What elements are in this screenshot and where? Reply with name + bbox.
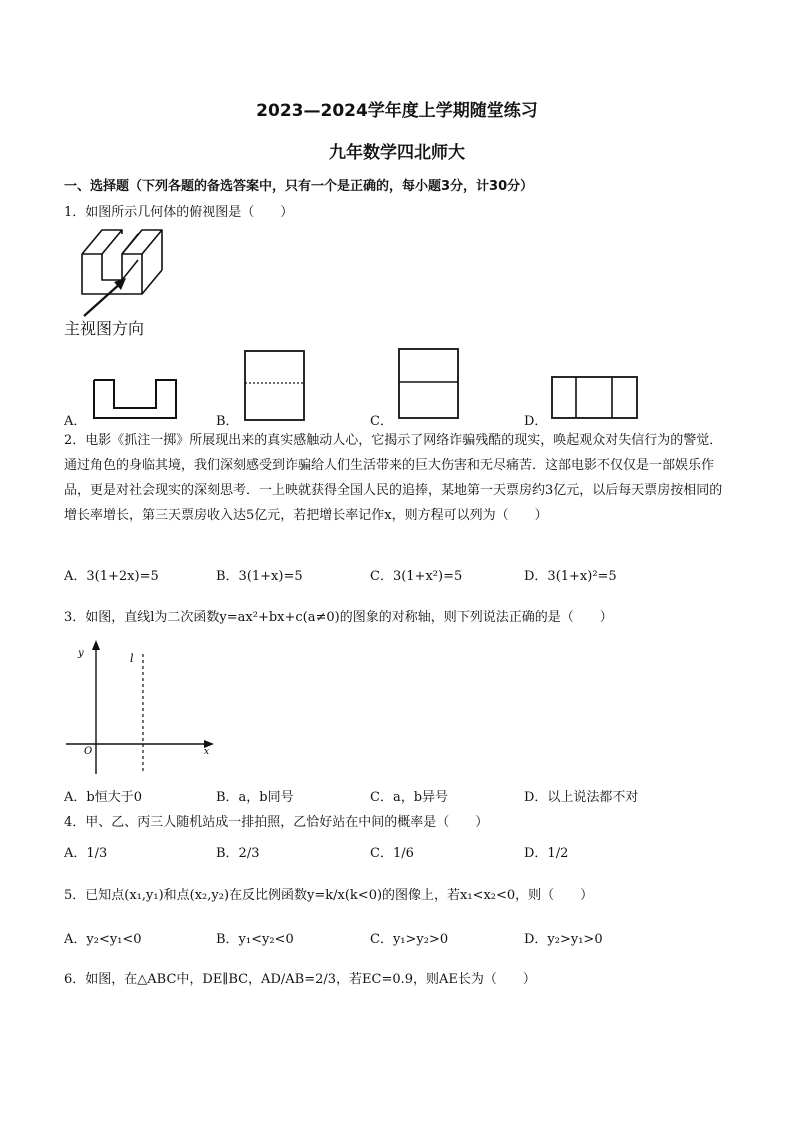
q3-graph: [64, 640, 214, 780]
q1-option-d-label[interactable]: D．: [524, 414, 548, 429]
q1-option-a-figure[interactable]: [92, 378, 178, 420]
view-direction-label: 主视图方向: [64, 319, 145, 338]
solid-figure: [78, 224, 198, 324]
q4-option-d[interactable]: D．1/2: [524, 846, 569, 861]
question-2-stem: 2．电影《抓注一掷》所展现出来的真实感触动人心，它揭示了网络诈骗残酷的现实，唤起观众对失信行为的警觉．通过角色的身临其境，我们深刻感受到诈骗给人们生活带来的巨大伤害和无尽痛苦．这部电影不仅仅是一部娱乐作品，更是对社会现实的深刻思考．一上映就获得全国人民的追捧，某地第一天票房约3亿元，以后每天票房按相同的增长率增长，第三天票房收入达5亿元，若把增长率记作x，则方程可以列为（ ）: [64, 433, 723, 523]
question-1-stem: 1．如图所示几何体的俯视图是（ ）: [64, 205, 294, 220]
q3-option-d[interactable]: D．以上说法都不对: [524, 790, 639, 805]
q4-option-b[interactable]: B．2/3: [216, 846, 260, 861]
q2-option-d[interactable]: D．3(1+x)²=5: [524, 569, 617, 584]
q4-option-c[interactable]: C．1/6: [370, 846, 414, 861]
q5-option-a[interactable]: A．y₂<y₁<0: [64, 932, 142, 947]
page-subtitle: 九年数学四北师大: [329, 143, 465, 163]
question-5-stem: 5．已知点(x₁,y₁)和点(x₂,y₂)在反比例函数y=k/x(k<0)的图像上，若x₁<x₂<0，则（ ）: [64, 888, 594, 903]
q3-option-a[interactable]: A．b恒大于0: [64, 790, 142, 805]
page-title: 2023—2024学年度上学期随堂练习: [256, 101, 538, 121]
q1-option-b-figure[interactable]: [244, 350, 306, 422]
q4-option-a[interactable]: A．1/3: [64, 846, 108, 861]
q3-option-b[interactable]: B．a，b同号: [216, 790, 294, 805]
q1-option-a-label[interactable]: A．: [64, 414, 87, 429]
section-heading: 一、选择题（下列各题的备选答案中，只有一个是正确的，每小题3分，计30分）: [64, 179, 534, 194]
graph-x-label: x: [204, 747, 210, 757]
question-6-stem: 6．如图，在△ABC中，DE∥BC，AD/AB=2/3，若EC=0.9，则AE长为（ ）: [64, 972, 536, 987]
q1-option-c-label[interactable]: C．: [370, 414, 393, 429]
q1-option-b-label[interactable]: B．: [216, 414, 239, 429]
question-4-stem: 4．甲、乙、丙三人随机站成一排拍照，乙恰好站在中间的概率是（ ）: [64, 815, 489, 830]
q2-option-b[interactable]: B．3(1+x)=5: [216, 569, 303, 584]
q5-option-d[interactable]: D．y₂>y₁>0: [524, 932, 603, 947]
q1-option-c-figure[interactable]: [398, 348, 460, 420]
question-3-stem: 3．如图，直线l为二次函数y=ax²+bx+c(a≠0)的图象的对称轴，则下列说法正确的是（ ）: [64, 610, 613, 625]
graph-origin-label: O: [84, 746, 93, 757]
q2-option-c[interactable]: C．3(1+x²)=5: [370, 569, 463, 584]
graph-y-label: y: [78, 648, 84, 659]
q1-option-d-figure[interactable]: [551, 376, 639, 420]
q3-option-c[interactable]: C．a，b异号: [370, 790, 449, 805]
q2-option-a[interactable]: A．3(1+2x)=5: [64, 569, 159, 584]
q5-option-c[interactable]: C．y₁>y₂>0: [370, 932, 449, 947]
graph-line-label: l: [130, 652, 134, 665]
q5-option-b[interactable]: B．y₁<y₂<0: [216, 932, 294, 947]
